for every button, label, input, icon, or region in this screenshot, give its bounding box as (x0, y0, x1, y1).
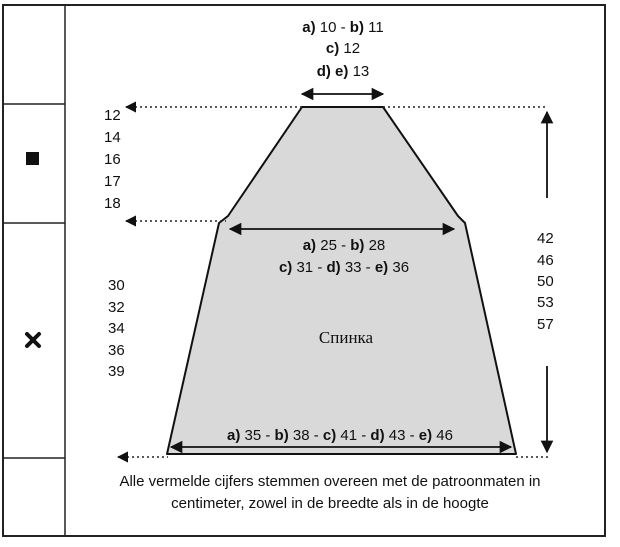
mid-width-label-1: a) 25 - b) 28 (302, 237, 386, 254)
yoke-height-value: 14 (104, 129, 121, 146)
top-width-label-2: c) 12 (325, 40, 361, 57)
bottom-width-label: a) 35 - b) 38 - c) 41 - d) 43 - e) 46 (227, 427, 453, 444)
footnote-line-2: centimeter, zowel in de breedte als in de hoogte (171, 495, 489, 512)
body-height-value: 32 (108, 299, 125, 316)
total-heights-list (537, 230, 554, 333)
yoke-heights-list (104, 107, 121, 212)
mid-width-label-2: c) 31 - d) 33 - e) 36 (278, 259, 410, 276)
total-height-value: 42 (537, 230, 554, 247)
total-height-value: 46 (537, 252, 554, 269)
cross-icon (27, 334, 39, 346)
yoke-height-value: 12 (104, 107, 121, 124)
body-heights-list (108, 277, 125, 380)
total-height-value: 53 (537, 294, 554, 311)
body-height-value: 36 (108, 342, 125, 359)
footnote-line-1: Alle vermelde cijfers stemmen overeen met de patroonmaten in (119, 473, 541, 490)
top-width-label-1: a) 10 - b) 11 (302, 19, 384, 36)
yoke-height-value: 17 (104, 173, 121, 190)
body-height-value: 30 (108, 277, 125, 294)
body-height-value: 34 (108, 320, 125, 337)
yoke-height-value: 18 (104, 195, 121, 212)
top-width-label-3: d) e) 13 (316, 63, 370, 80)
black-square-icon (26, 152, 39, 165)
back-piece-shape (167, 107, 516, 454)
body-height-value: 39 (108, 363, 125, 380)
piece-label: Спинка (318, 328, 374, 347)
total-height-value: 57 (537, 316, 554, 333)
yoke-height-value: 16 (104, 151, 121, 168)
total-height-value: 50 (537, 273, 554, 290)
